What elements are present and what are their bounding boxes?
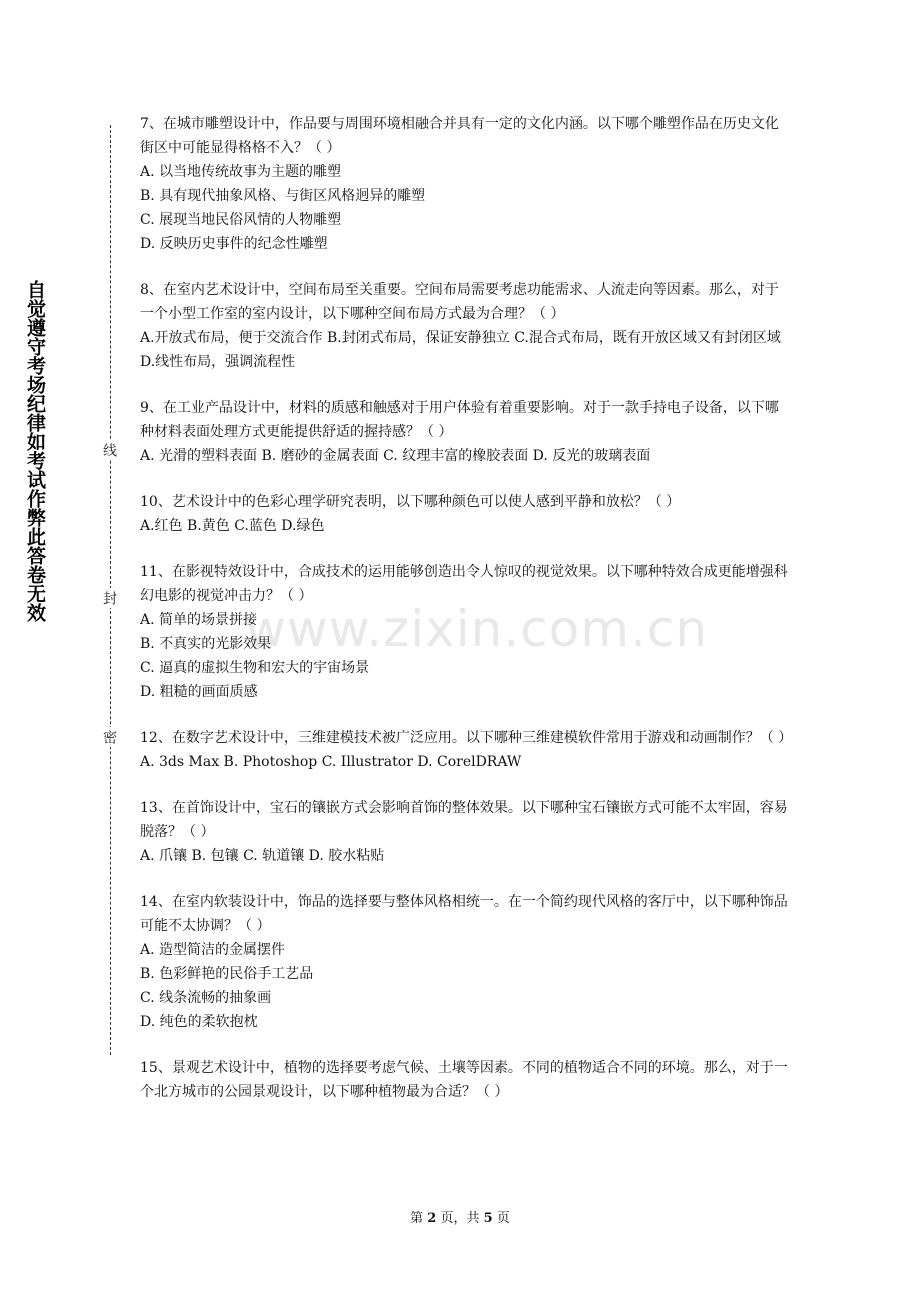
footer-middle: 页，共: [440, 1211, 480, 1226]
question-13: [140, 796, 790, 868]
options-inline: A.红色 B.黄色 C.蓝色 D.绿色: [140, 518, 325, 534]
option-d: D. 反映历史事件的纪念性雕塑: [140, 236, 328, 252]
binding-mark-feng: 封: [103, 588, 119, 608]
question-14: [140, 890, 790, 1034]
binding-mark-mi: 密: [103, 727, 119, 747]
question-8: [140, 278, 790, 374]
question-15: [140, 1056, 790, 1104]
question-text: 12、在数字艺术设计中，三维建模技术被广泛应用。以下哪种三维建模软件常用于游戏和动画制作？（ ）: [140, 730, 793, 746]
footer-total-pages: 5: [483, 1211, 493, 1226]
question-11: [140, 560, 790, 704]
option-c: C. 逼真的虚拟生物和宏大的宇宙场景: [140, 660, 370, 676]
question-text: 9、在工业产品设计中，材料的质感和触感对于用户体验有着重要影响。对于一款手持电子设备，以下哪种材料表面处理方式更能提供舒适的握持感？（ ）: [140, 400, 779, 440]
option-a: A. 简单的场景拼接: [140, 612, 258, 628]
option-b: B. 不真实的光影效果: [140, 636, 272, 652]
options-inline: A. 爪镶 B. 包镶 C. 轨道镶 D. 胶水粘贴: [140, 848, 385, 864]
footer-suffix: 页: [496, 1211, 510, 1226]
question-list: [140, 112, 793, 1126]
option-c: C. 线条流畅的抽象画: [140, 990, 272, 1006]
question-12: [140, 726, 793, 774]
question-text: 8、在室内艺术设计中，空间布局至关重要。空间布局需要考虑功能需求、人流走向等因素。那么，对于一个小型工作室的室内设计，以下哪种空间布局方式最为合理？（ ）: [140, 282, 779, 322]
question-10: [140, 490, 790, 538]
question-text: 13、在首饰设计中，宝石的镶嵌方式会影响首饰的整体效果。以下哪种宝石镶嵌方式可能不太牢固，容易脱落？（ ）: [140, 800, 788, 840]
option-b: B. 具有现代抽象风格、与街区风格迥异的雕塑: [140, 188, 426, 204]
question-text: 14、在室内软装设计中，饰品的选择要与整体风格相统一。在一个简约现代风格的客厅中，以下哪种饰品可能不太协调？（ ）: [140, 894, 788, 934]
question-7: [140, 112, 790, 256]
watermark: www.zixin.com.cn: [245, 600, 709, 658]
option-d: D. 纯色的柔软抱枕: [140, 1014, 258, 1030]
option-d: D. 粗糙的画面质感: [140, 684, 258, 700]
question-9: [140, 396, 790, 468]
option-c: C. 展现当地民俗风情的人物雕塑: [140, 212, 342, 228]
binding-mark-xian: 线: [103, 440, 119, 460]
option-a: A. 以当地传统故事为主题的雕塑: [140, 164, 342, 180]
footer-page-number: 2: [427, 1211, 437, 1226]
option-b: B. 色彩鲜艳的民俗手工艺品: [140, 966, 314, 982]
footer-prefix: 第: [410, 1211, 424, 1226]
question-text: 10、艺术设计中的色彩心理学研究表明，以下哪种颜色可以使人感到平静和放松？（ ）: [140, 494, 681, 510]
exam-discipline-warning: 自觉遵守考场纪律如考试作弊此答卷无效: [24, 280, 46, 622]
question-text: 11、在影视特效设计中，合成技术的运用能够创造出令人惊叹的视觉效果。以下哪种特效合成更能增强科幻电影的视觉冲击力？（ ）: [140, 564, 788, 604]
option-a: A. 造型简洁的金属摆件: [140, 942, 286, 958]
page-footer: [0, 1207, 920, 1226]
options-inline: A. 光滑的塑料表面 B. 磨砂的金属表面 C. 纹理丰富的橡胶表面 D. 反光的玻璃表面: [140, 448, 651, 464]
question-text: 7、在城市雕塑设计中，作品要与周围环境相融合并具有一定的文化内涵。以下哪个雕塑作品在历史文化街区中可能显得格格不入？（ ）: [140, 116, 779, 156]
options-inline: A.开放式布局，便于交流合作 B.封闭式布局，保证安静独立 C.混合式布局，既有开放区域又有封闭区域 D.线性布局，强调流程性: [140, 330, 781, 370]
question-text: 15、景观艺术设计中，植物的选择要考虑气候、土壤等因素。不同的植物适合不同的环境。那么，对于一个北方城市的公园景观设计，以下哪种植物最为合适？（ ）: [140, 1060, 788, 1100]
options-inline: A. 3ds Max B. Photoshop C. Illustrator D. CorelDRAW: [140, 754, 522, 770]
